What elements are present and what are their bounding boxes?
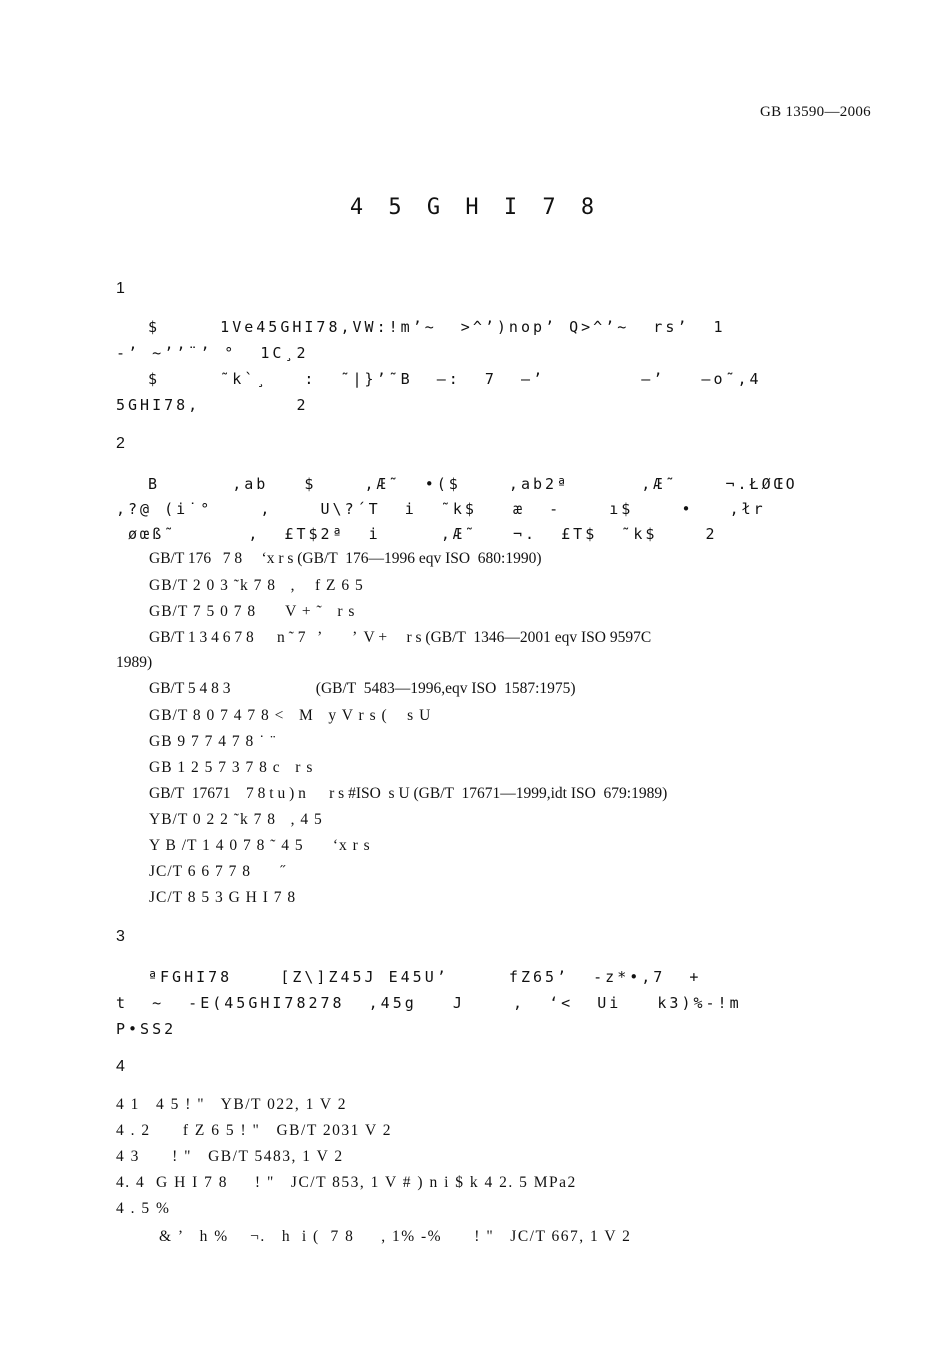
normative-reference: YB/T 0 2 2 ˜k 7 8 , 4 5 [149,811,323,828]
document-title: 4 5 G H I 7 8 [349,195,601,220]
section-1-line: $ ˜k`¸ : ˜|}’˜B —: 7 —’ —’ —o˜,4 [148,370,762,388]
normative-reference: GB/T 176 7 8 ‘x r s (GB/T 176—1996 eqv ISO 680:1990) [149,550,542,567]
section-2-intro-line: øœß˜ , £T$2ª i ,Æ˜ ¬. £T$ ˜k$ 2 [116,525,718,543]
section-3-number: 3 [116,928,125,945]
normative-reference: GB/T 7 5 0 7 8 V + ˜ r s [149,603,356,620]
section-3-line: ªFGHI78 [Z\]Z45J E45U’ fZ65’ -z*•,7 + [148,968,702,986]
section-1-line: 5GHI78, 2 [116,396,309,414]
normative-reference: GB/T 2 0 3 ˜k 7 8 , f Z 6 5 [149,577,364,594]
clause-4-1: 4 1 4 5 ! " YB/T 022, 1 V 2 [116,1096,347,1113]
section-4-number: 4 [116,1058,125,1075]
section-2-intro-line: B ,ab $ ,Æ˜ •($ ,ab2ª ,Æ˜ ¬.ŁØŒO [148,475,798,493]
clause-4-5-text: & ’ h % ¬. h i ( 7 8 , 1% -% ! " JC/T 667, 1 V 2 [116,1228,632,1245]
section-1-line: $ 1Ve45GHI78,VW:!m’~ >^’)nop’ Q>^’~ rs’ 1 [148,318,726,336]
normative-reference: GB 1 2 5 7 3 7 8 c r s [149,759,314,776]
normative-reference: GB/T 8 0 7 4 7 8 < M y V r s ( s U [149,707,432,724]
section-1-line: -’ ~’’¨’ ° 1C¸2 [116,344,309,362]
section-3-line: t ~ -E(45GHI78278 ,45g J , ‘< Ui k3)%-!m [116,994,742,1012]
clause-4-2: 4 . 2 f Z 6 5 ! " GB/T 2031 V 2 [116,1122,393,1139]
clause-4-5: 4 . 5 % [116,1200,171,1217]
clause-4-4: 4. 4 G H I 7 8 ! " JC/T 853, 1 V # ) n i $ k 4 2. 5 MPa2 [116,1174,577,1191]
normative-reference: JC/T 8 5 3 G H I 7 8 [149,889,297,906]
normative-reference: GB/T 17671 7 8 t u ) n r s #ISO s U (GB/T 17671—1999,idt ISO 679:1989) [149,785,668,802]
section-2-intro-line: ,?@ (i˙° , U\?´T i ˜k$ æ - ı$ • ,łr [116,500,766,518]
clause-4-3: 4 3 ! " GB/T 5483, 1 V 2 [116,1148,344,1165]
normative-reference: GB/T 5 4 8 3 (GB/T 5483—1996,eqv ISO 1587:1975) [149,680,576,697]
section-2-number: 2 [116,435,125,452]
normative-reference: 1989) [116,654,153,671]
normative-reference: JC/T 6 6 7 7 8 ˝ [149,863,287,880]
normative-reference: GB/T 1 3 4 6 7 8 n ˜ 7 ’ ’ V + r s (GB/T 1346—2001 eqv ISO 9597C [149,629,652,646]
normative-reference: GB 9 7 7 4 7 8 ˙ ¨ [149,733,277,750]
section-1-number: 1 [116,280,125,297]
section-3-line: P•SS2 [116,1020,177,1038]
normative-reference: Y B /T 1 4 0 7 8 ˜ 4 5 ‘x r s [149,837,371,854]
standard-number: GB 13590—2006 [760,104,871,120]
